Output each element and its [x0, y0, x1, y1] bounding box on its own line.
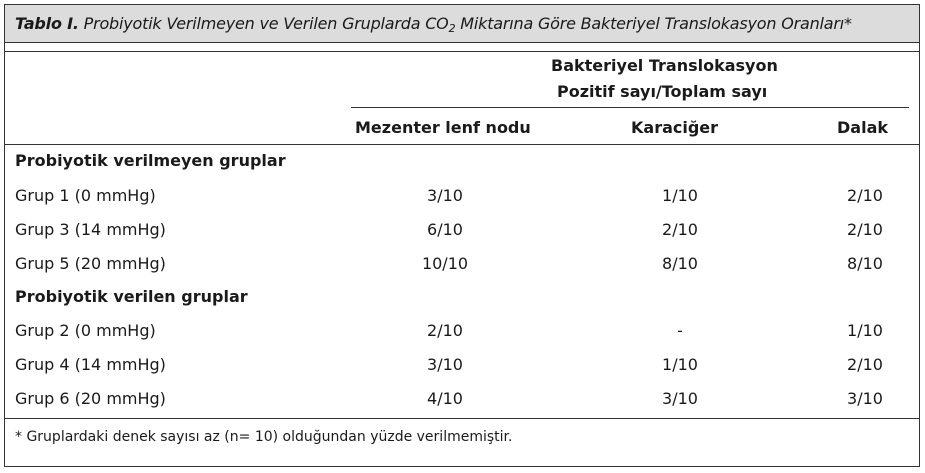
caption-label: Tablo I.: [15, 14, 79, 33]
row-name: Grup 2 (0 mmHg): [15, 321, 156, 340]
table-row: [5, 186, 919, 212]
row-name: Grup 6 (20 mmHg): [15, 389, 166, 408]
cell-dalak: 2/10: [847, 186, 883, 205]
cell-mezenter: 4/10: [427, 389, 463, 408]
caption-text-part1: Probiyotik Verilmeyen ve Verilen Gruplarda CO: [83, 14, 449, 33]
cell-karaciger: 1/10: [662, 355, 698, 374]
rule-under-column-headers: [5, 144, 919, 145]
caption-subscript: 2: [448, 22, 456, 35]
rule-under-caption: [5, 51, 919, 52]
table-footnote: * Gruplardaki denek sayısı az (n= 10) olduğundan yüzde verilmemiştir.: [15, 429, 513, 445]
column-header-karaciger: Karaciğer: [631, 118, 719, 137]
cell-karaciger: 2/10: [662, 220, 698, 239]
row-name: Grup 4 (14 mmHg): [15, 355, 166, 374]
table-row: [5, 220, 919, 246]
row-name: Grup 5 (20 mmHg): [15, 254, 166, 273]
rule-under-group-header: [351, 107, 909, 108]
column-header-mezenter: Mezenter lenf nodu: [355, 118, 531, 137]
cell-dalak: 3/10: [847, 389, 883, 408]
cell-mezenter: 3/10: [427, 186, 463, 205]
cell-mezenter: 10/10: [421, 254, 469, 273]
table-caption: [15, 14, 852, 33]
column-group-header: Bakteriyel Translokasyon: [551, 56, 778, 75]
rule-above-footnote: [5, 418, 919, 419]
table-frame: [4, 4, 920, 467]
table-row: [5, 389, 919, 415]
cell-karaciger: 3/10: [662, 389, 698, 408]
cell-dalak: 8/10: [847, 254, 883, 273]
table-row: [5, 254, 919, 280]
column-group-subheader: Pozitif sayı/Toplam sayı: [557, 82, 768, 101]
group-title: Probiyotik verilmeyen gruplar: [15, 151, 286, 170]
cell-dalak: 1/10: [847, 321, 883, 340]
table-row: [5, 355, 919, 381]
column-header-dalak: Dalak: [837, 118, 888, 137]
cell-karaciger: 8/10: [662, 254, 698, 273]
table-row: [5, 321, 919, 347]
group-title: Probiyotik verilen gruplar: [15, 287, 248, 306]
cell-karaciger: 1/10: [662, 186, 698, 205]
cell-mezenter: 3/10: [427, 355, 463, 374]
row-name: Grup 3 (14 mmHg): [15, 220, 166, 239]
cell-karaciger: -: [677, 321, 683, 340]
caption-text-part2: Miktarına Göre Bakteriyel Translokasyon Oranları*: [460, 14, 852, 33]
cell-mezenter: 2/10: [427, 321, 463, 340]
row-name: Grup 1 (0 mmHg): [15, 186, 156, 205]
cell-dalak: 2/10: [847, 355, 883, 374]
cell-mezenter: 6/10: [427, 220, 463, 239]
caption-bar: [5, 5, 919, 43]
cell-dalak: 2/10: [847, 220, 883, 239]
